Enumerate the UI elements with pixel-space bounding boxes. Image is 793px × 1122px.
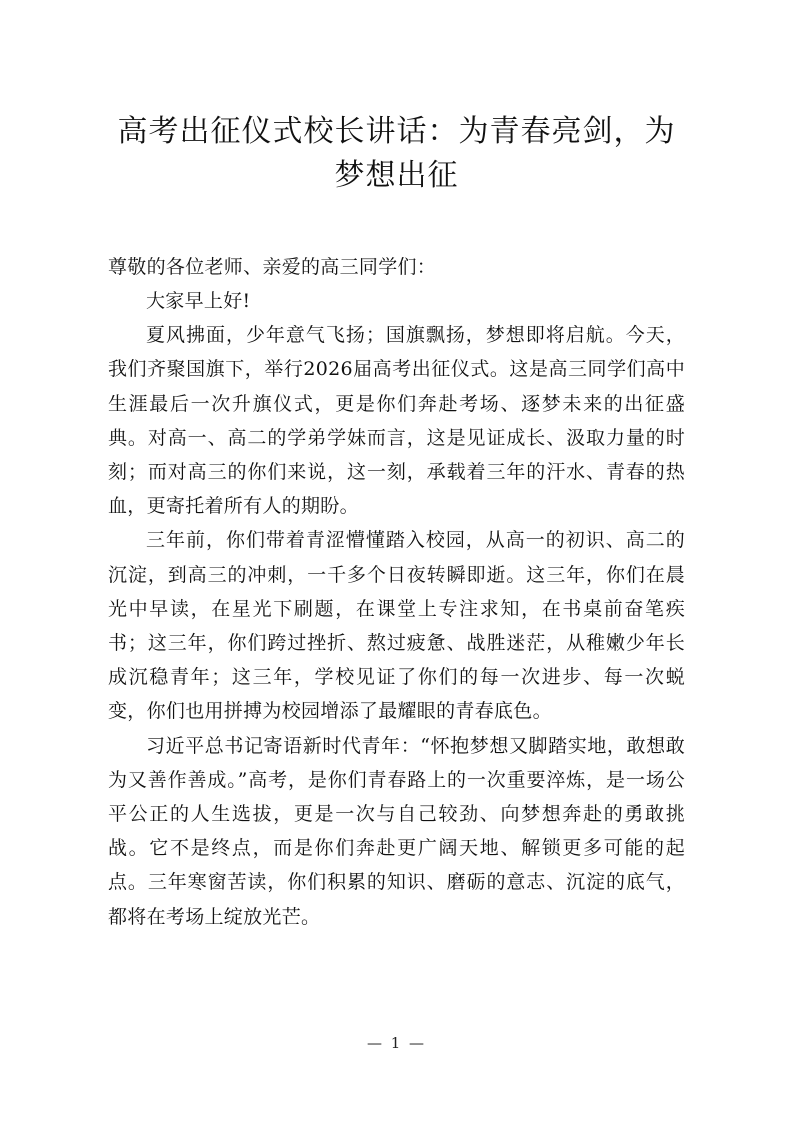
- page-number: — 1 —: [366, 1034, 427, 1052]
- body-text: [108, 284, 685, 934]
- body-paragraph: 习近平总书记寄语新时代青年：“怀抱梦想又脚踏实地，敢想敢为又善作善成。”高考，是你们青春路上的一次重要淬炼，是一场公平公正的人生选拔，更是一次与自己较劲、向梦想奔赴的勇敢挑战。它不是终点，而是你们奔赴更广阔天地、解锁更多可能的起点。三年寒窗苦读，你们积累的知识、磨砺的意志、沉淀的底气，都将在考场上绽放光芒。: [108, 734, 685, 928]
- title-line-2: 梦想出征: [334, 158, 459, 193]
- salutation: 尊敬的各位老师、亲爱的高三同学们：: [108, 256, 437, 278]
- greeting-paragraph: 大家早上好!: [146, 290, 251, 312]
- title-line-1: 高考出征仪式校长讲话：为青春亮剑，为: [117, 114, 676, 149]
- body-paragraph: 夏风拂面，少年意气飞扬；国旗飘扬，梦想即将启航。今天，我们齐聚国旗下，举行2026届高考出征仪式。这是高三同学们高中生涯最后一次升旗仪式，更是你们奔赴考场、逐梦未来的出征盛典。对高一、高二的学弟学妹而言，这是见证成长、汲取力量的时刻；而对高三的你们来说，这一刻，承载着三年的汗水、青春的热血，更寄托着所有人的期盼。: [108, 324, 685, 518]
- body-paragraph: 三年前，你们带着青涩懵懂踏入校园，从高一的初识、高二的沉淀，到高三的冲刺，一千多个日夜转瞬即逝。这三年，你们在晨光中早读，在星光下刷题，在课堂上专注求知，在书桌前奋笔疾书；这三年，你们跨过挫折、熬过疲惫、战胜迷茫，从稚嫩少年长成沉稳青年；这三年，学校见证了你们的每一次进步、每一次蜕变，你们也用拼搏为校园增添了最耀眼的青春底色。: [108, 529, 685, 723]
- document-title: [108, 110, 685, 198]
